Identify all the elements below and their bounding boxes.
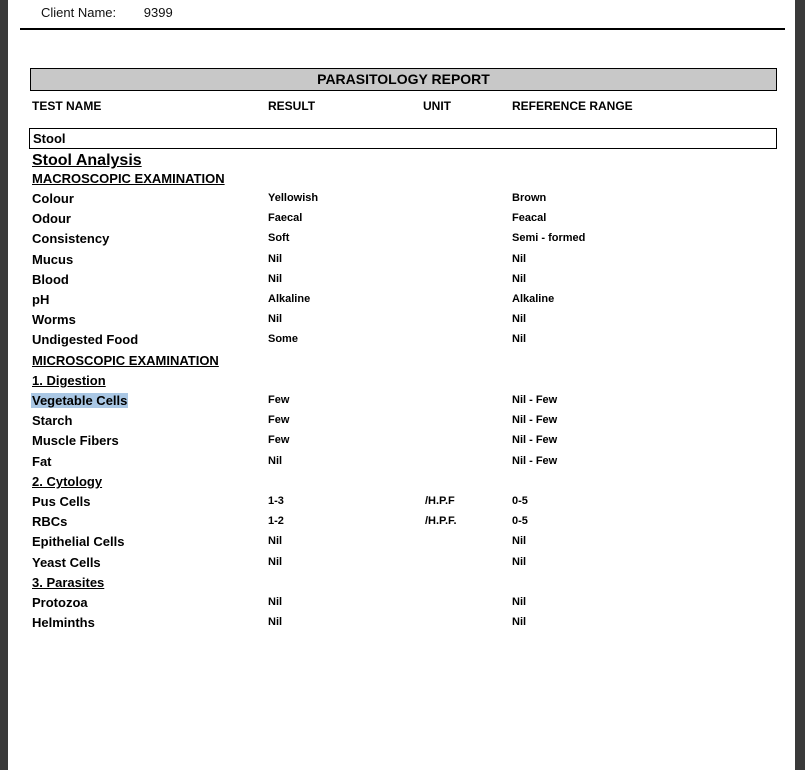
table-row — [8, 231, 795, 249]
specimen-box: Stool — [29, 128, 777, 149]
stool-analysis-title: Stool Analysis — [32, 152, 142, 169]
reference-range-value: Nil - Few — [512, 454, 558, 467]
reference-range-value: Alkaline — [512, 293, 555, 305]
table-row — [8, 534, 795, 552]
result-value: Nil — [268, 596, 283, 608]
reference-range-value: Nil - Few — [512, 414, 558, 427]
reference-range-value: Nil - Few — [512, 434, 558, 447]
table-row — [8, 514, 795, 532]
reference-range-value: 0-5 — [512, 515, 528, 528]
test-name: Protozoa — [32, 595, 88, 610]
reference-range-value: Brown — [512, 192, 547, 204]
table-row — [8, 433, 795, 451]
section-parasites: 3. Parasites — [32, 575, 105, 590]
reference-range-value: Nil — [512, 535, 527, 548]
header-reference-range: REFERENCE RANGE — [512, 99, 633, 113]
table-row — [8, 615, 795, 633]
result-value: Soft — [268, 232, 290, 245]
test-name: Pus Cells — [32, 494, 91, 509]
test-name: Consistency — [32, 231, 110, 247]
reference-range-value: Feacal — [512, 212, 547, 225]
header-test-name: TEST NAME — [32, 99, 102, 113]
table-row — [8, 272, 795, 290]
test-name: Vegetable Cells — [32, 393, 128, 408]
test-name: Muscle Fibers — [32, 433, 119, 449]
test-name: Yeast Cells — [32, 554, 101, 570]
result-value: Few — [268, 434, 290, 447]
reference-range-value: Nil — [512, 555, 527, 568]
reference-range-value: 0-5 — [512, 495, 528, 507]
test-name: Mucus — [32, 251, 74, 267]
table-row — [8, 312, 795, 330]
result-value: Few — [268, 414, 290, 427]
reference-range-value: Nil — [512, 616, 527, 629]
result-value: 1-2 — [268, 515, 284, 528]
result-value: Yellowish — [268, 192, 319, 204]
test-name: Fat — [32, 453, 52, 469]
result-value: Nil — [268, 616, 283, 629]
result-value: Alkaline — [268, 293, 311, 305]
reference-range-value: Nil — [512, 596, 527, 608]
unit-value: /H.P.F. — [425, 515, 457, 528]
result-value: 1-3 — [268, 495, 284, 507]
reference-range-value: Nil — [512, 313, 527, 326]
header-divider — [20, 28, 785, 30]
table-row — [8, 413, 795, 431]
test-name: Epithelial Cells — [32, 534, 125, 550]
table-row — [8, 454, 795, 472]
client-name-label: Client Name: — [41, 5, 117, 20]
test-name: Colour — [32, 191, 74, 206]
result-value: Faecal — [268, 212, 303, 225]
result-value: Some — [268, 333, 298, 346]
header-result: RESULT — [268, 99, 316, 113]
test-name: RBCs — [32, 514, 68, 530]
test-name: Undigested Food — [32, 332, 139, 348]
result-value: Nil — [268, 454, 283, 467]
test-name: Blood — [32, 271, 69, 287]
table-row — [8, 393, 795, 411]
table-row — [8, 191, 795, 209]
test-name: Helminths — [32, 615, 95, 631]
header-unit: UNIT — [423, 99, 451, 113]
table-row — [8, 332, 795, 350]
report-page — [8, 0, 795, 770]
table-row — [8, 494, 795, 512]
reference-range-value: Semi - formed — [512, 232, 586, 245]
report-title: PARASITOLOGY REPORT — [30, 68, 777, 91]
table-row — [8, 555, 795, 573]
result-value: Nil — [268, 535, 283, 548]
reference-range-value: Nil — [512, 272, 527, 285]
test-name: Odour — [32, 211, 71, 227]
client-info — [41, 5, 173, 20]
reference-range-value: Nil — [512, 252, 527, 265]
section-digestion: 1. Digestion — [32, 373, 106, 388]
table-row — [8, 252, 795, 270]
result-value: Nil — [268, 555, 283, 568]
reference-range-value: Nil — [512, 333, 527, 346]
test-name: pH — [32, 292, 50, 307]
result-value: Nil — [268, 252, 283, 265]
unit-value: /H.P.F — [425, 495, 455, 507]
section-cytology: 2. Cytology — [32, 474, 103, 489]
table-row — [8, 211, 795, 229]
reference-range-value: Nil - Few — [512, 394, 558, 406]
section-macroscopic: MACROSCOPIC EXAMINATION — [32, 171, 225, 186]
table-row — [8, 292, 795, 310]
section-microscopic: MICROSCOPIC EXAMINATION — [32, 353, 219, 368]
result-value: Nil — [268, 272, 283, 285]
test-name: Worms — [32, 312, 76, 328]
test-name: Starch — [32, 413, 73, 429]
result-value: Nil — [268, 313, 283, 326]
result-value: Few — [268, 394, 290, 406]
client-name-value[interactable]: 9399 — [143, 5, 173, 20]
table-row — [8, 595, 795, 613]
